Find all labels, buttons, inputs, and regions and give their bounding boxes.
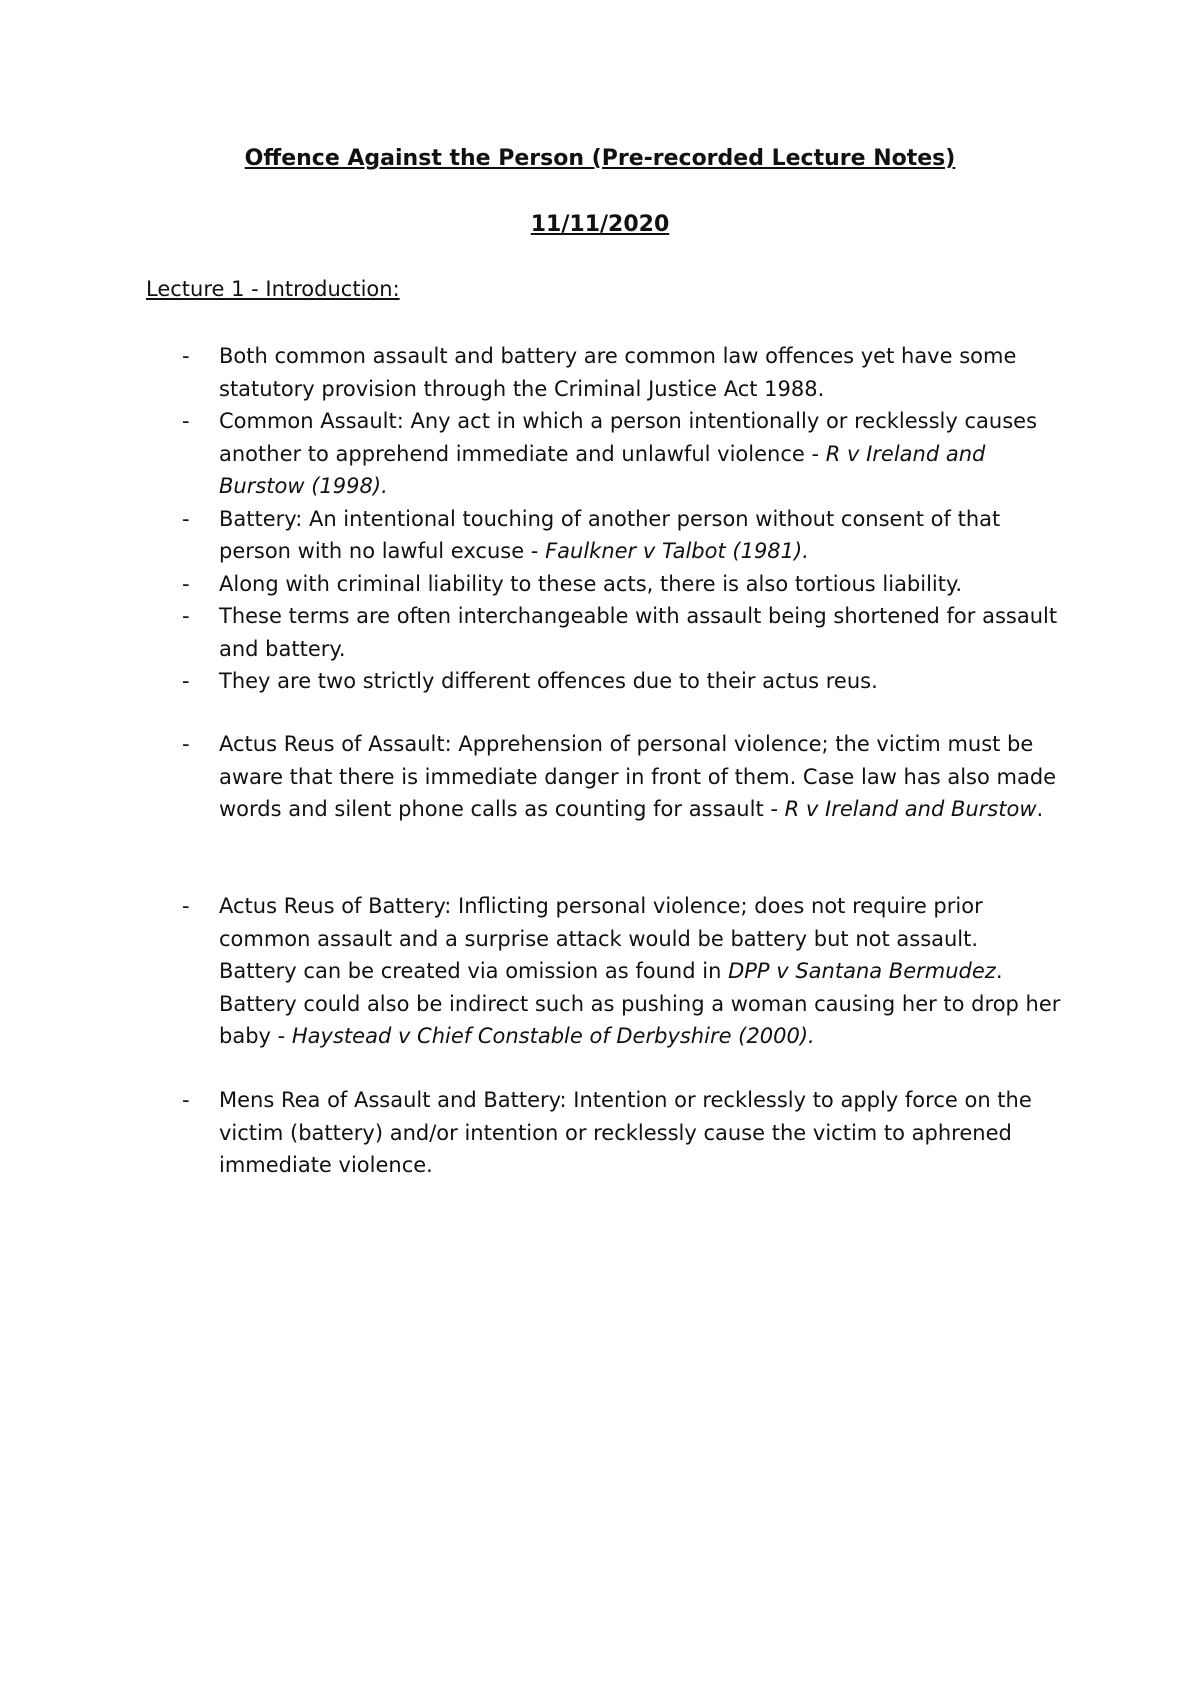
list-item-text: They are two strictly different offences due to their actus reus. [219,669,878,693]
list-item [182,503,1062,568]
list-item [182,568,1062,601]
bullet-dash: - [182,732,190,756]
bullet-dash: - [182,894,190,918]
bullet-dash: - [182,1088,190,1112]
bullet-list-assault-actus-reus [182,728,1062,826]
bullet-dash: - [182,669,190,693]
bullet-dash: - [182,506,190,531]
list-item [182,340,1062,405]
section-heading: Lecture 1 - Introduction: [146,277,400,301]
citation-punctuation: . [808,1024,815,1048]
document-date: 11/11/2020 [530,212,670,237]
list-item-text-continued: . Battery could also be indirect such as pushing a woman causing her to drop her baby - [219,959,1061,1048]
case-citation: Faulkner v Talbot (1981) [545,539,803,563]
list-item [182,728,1062,826]
citation-punctuation: . [802,539,809,563]
bullet-list-mens-rea [182,1084,1062,1182]
list-item-text: Common Assault: Any act in which a person intentionally or recklessly causes another to apprehend immediate and unlawful violence - [219,409,1038,466]
case-citation: R v Ireland and Burstow (1998) [219,441,986,498]
list-item-text: Actus Reus of Assault: Apprehension of personal violence; the victim must be aware that there is immediate danger in front of them. Case law has also made words and silent phone calls as counting for assault - [219,732,1057,821]
list-item [182,405,1062,503]
list-item [182,665,1062,698]
list-item [182,1084,1062,1182]
bullet-dash: - [182,571,190,596]
bullet-list-battery-actus-reus [182,890,1062,1053]
bullet-dash: - [182,344,190,368]
list-item-text: Actus Reus of Battery: Inflicting personal violence; does not require prior common assault and a surprise attack would be battery but not assault. Battery can be created via omission as found in [219,894,983,983]
bullet-dash: - [182,604,190,628]
case-citation: R v Ireland and Burstow [784,797,1037,821]
list-item [182,890,1062,1053]
bullet-list-introduction [182,340,1062,698]
case-citation: Haystead v Chief Constable of Derbyshire (2000) [291,1024,809,1048]
list-item-text: Along with criminal liability to these acts, there is also tortious liability. [219,571,963,596]
list-item-text: These terms are often interchangeable with assault being shortened for assault and battery. [219,604,1058,661]
list-item-text: Battery: An intentional touching of another person without consent of that person with no lawful excuse - [219,506,1001,563]
list-item-text: Both common assault and battery are common law offences yet have some statutory provision through the Criminal Justice Act 1988. [219,344,1017,401]
document-title: Offence Against the Person (Pre-recorded Lecture Notes) [244,146,956,171]
list-item [182,600,1062,665]
bullet-dash: - [182,409,190,433]
list-item-text: Mens Rea of Assault and Battery: Intention or recklessly to apply force on the victim (battery) and/or intention or recklessly cause the victim to aphrened immediate violence. [219,1088,1032,1177]
citation-punctuation: . [381,474,388,498]
citation-punctuation: . [1036,797,1044,821]
case-citation: DPP v Santana Bermudez [728,959,996,983]
